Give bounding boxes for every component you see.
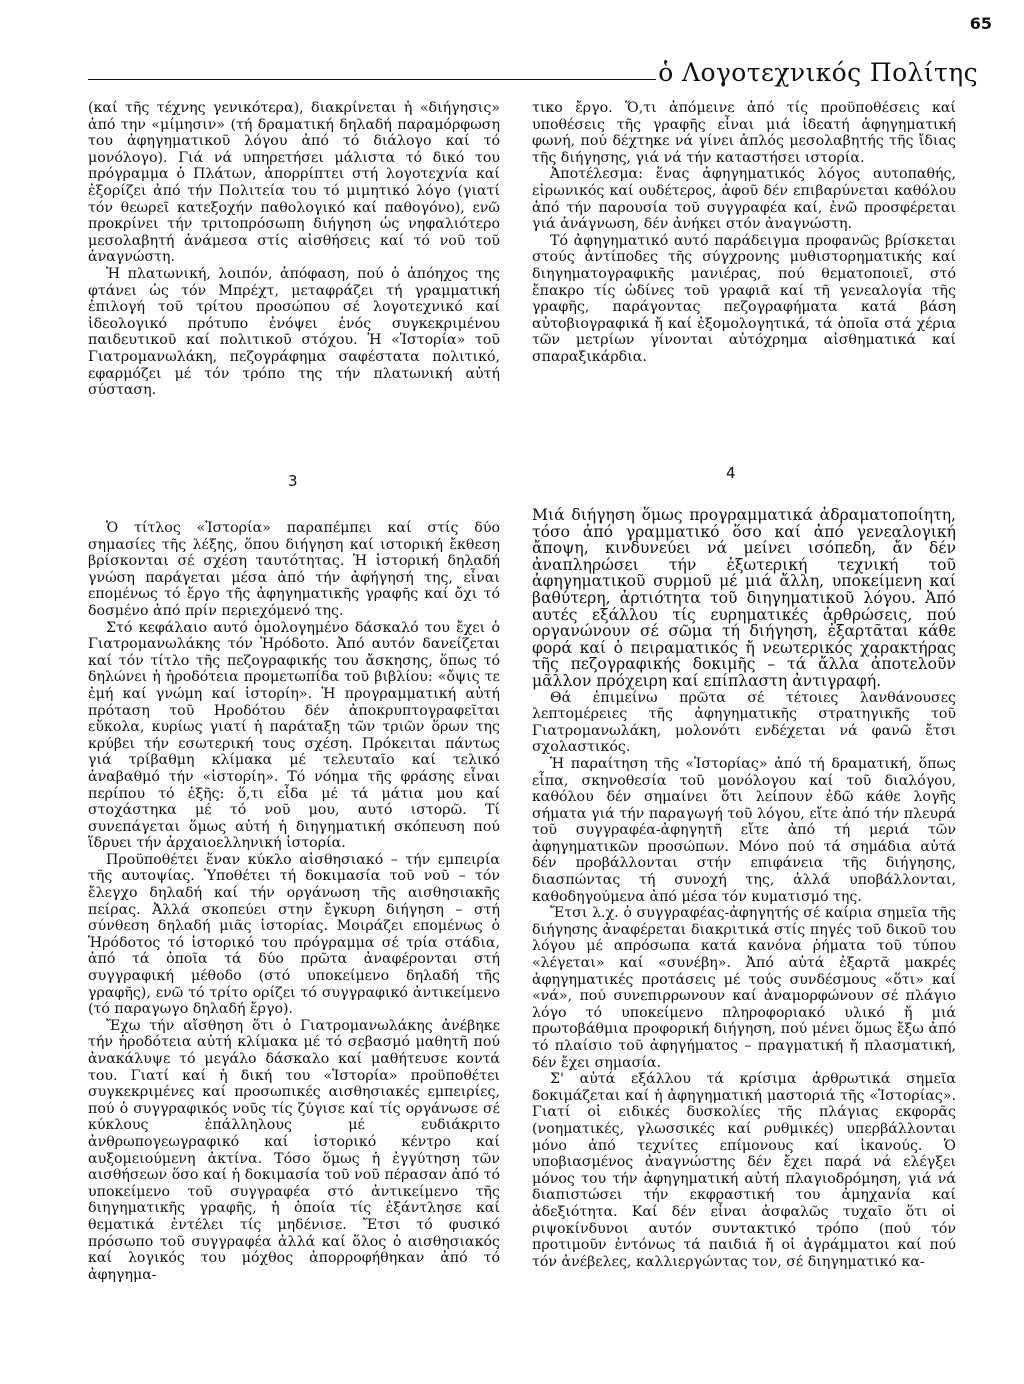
page-number: 65 xyxy=(969,14,992,33)
running-title: ὁ Λογοτεχνικός Πολίτης xyxy=(658,58,978,87)
paragraph: Μιά διήγηση ὅμως προγραμματικά ἀδραματοποίητη, τόσο ἀπό γραμματικό ὅσο καί ἀπό γενεαλογική ἄποψη, κινδυνεύει νά μείνει ισόπεδη, ἄν δέν ἀναπληρώσει τήν ἐξωτερική τεχνική τοῦ ἀφηγηματικοῦ συρμοῦ μέ μιά ἄλλη, υποκείμενη καί βαθύτερη, ἀρτιότητα τοῦ διηγηματικοῦ λόγου. Ἀπό αυτές εξάλλου τίς ευρηματικές ἀρθρώσεις, πού οργανώνουν σέ σῶμα τή διήγηση, ἐξαρτᾶται κάθε φορά καί ὁ πειραματικός ἤ νεωτερικός χαρακτήρας τῆς πεζογραφικής δοκιμῆς – τά ἄλλα ἀποτελοῦν μᾶλλον πρόχειρη καί επίπλαστη ἀντιγραφή. xyxy=(532,506,956,690)
paragraph: Ἔχω τήν αἴσθηση ὅτι ὁ Γιατρομανωλάκης ἀνέβηκε τήν ἡροδότεια αὐτή κλίμακα μέ τό σεβασμό μαθητῆ πού ἀνακάλυψε τό μεγάλο δάσκαλο καί μαθήτευσε κοντά του. Γιατί καί ἡ δική του «Ἱστορία» προϋποθέτει συγκεκριμένες καί προσωπικές αισθησιακές εμπειρίες, πού ὁ συγγραφικός νοῦς τίς ζύγισε καί τίς οργάνωσε σέ κύκλους ἐπάλληλους μέ ευδιάκριτο ἀνθρωπογεωγραφικό καί ἱστορικό κέντρο καί αυξομειούμενη ἀκτίνα. Τόσο ὅμως ἡ ἐγγύτηση τῶν αισθήσεων ὅσο καί ἡ δοκιμασία τοῦ νοῦ πέρασαν ἀπό τό υποκείμενο τοῦ συγγραφέα στό ἀντικείμενο τῆς διηγηματικῆς γραφῆς, ἡ ὁποία τίς ἐξάντλησε καί θεματικά ἐντέλει τίς μηδένισε. Ἔτσι τό φυσικό πρόσωπο τοῦ συγγραφέα ἀλλά καί ὅλος ὁ αισθησιακός καί λογικός του μόχθος ἀπορροφήθηκαν ἀπό τό ἀφηγημα- xyxy=(88,1017,500,1283)
paragraph: Θά ἐπιμείνω πρῶτα σέ τέτοιες λανθάνουσες λεπτομέρειες τῆς ἀφηγηματικῆς στρατηγικῆς τοῦ Γιατρομανωλάκη, μολονότι ενδέχεται νά φανῶ ἔτσι σχολαστικός. xyxy=(532,689,956,756)
section-number-4: 4 xyxy=(726,464,736,482)
section-number-3: 3 xyxy=(288,472,298,490)
paragraph: Ἔτσι λ.χ. ὁ συγγραφέας-ἀφηγητής σέ καίρια σημεῖα τῆς διήγησης ἀναφέρεται διακριτικά στίς πηγές τοῦ δικοῦ του λόγου μέ απρόσωπα κατά κανόνα ῥήματα τοῦ τύπου «λέγεται» καί «συνέβη». Ἀπό αὐτά ἐξαρτᾶ μακρές ἀφηγηματικές προτάσεις μέ τούς συνδέσμους «ὅτι» καί «νά», πού συνεπιρρωνουν καί ἀναμορφώνουν σέ πλάγιο λόγο τό υποκείμενο πληροφοριακό υλικό ἤ μιά πρωτοβάθμια προφορική διήγηση, πού μένει ὅμως ἔξω ἀπό τό πλαίσιο τοῦ ἀφηγήματος – πραγματική ἤ πλασματική, δέν ἔχει σημασία. xyxy=(532,905,956,1071)
paragraph: Τό ἀφηγηματικό αυτό παράδειγμα προφανῶς βρίσκεται στούς ἀντίποδες τῆς σύγχρονης μυθιστορηματικής καί διηγηματογραφικῆς μανιέρας, πού θεματοποιεῖ, στό ἔπακρο τίς ὠδίνες τοῦ γραφιᾶ καί τῆ γενεαλογία τῆς γραφῆς, παράγοντας πεζογραφήματα κατά βάση αὐτοβιογραφικά ἤ καί ἐξομολογητικά, τά ὁποῖα στά χέρια τῶν μετρίων γίνονται αὐτόχρημα αἰσθηματικά καί σπαραξικάρδια. xyxy=(532,232,956,365)
header-rule xyxy=(88,79,656,80)
paragraph: Στό κεφάλαιο αυτό ὁμολογημένο δάσκαλό του ἔχει ὁ Γιατρομανωλάκης τόν Ἡρόδοτο. Ἀπό αυτόν δανείζεται καί τόν τίτλο τῆς πεζογραφικής του ἄσκησης, ὅπως τό δηλώνει ἡ ἡροδότεια προμετωπίδα τοῦ βιβλίου: «ὄψις τε ἐμή καί γνώμη καί ἱστορίη». Ἡ προγραμματική αὐτή πρόταση τοῦ Ηροδότου δέν ἀποκρυπτογραφεῖται εὔκολα, κυρίως γιατί ἡ παράταξη τῶν τριῶν ὅρων της κρύβει τήν εσωτερική τους σχέση. Πρόκειται πάντως γιά τρίβαθμη κλίμακα μέ τελευταῖο καί τελικό ἀναβαθμό τήν «ἱστορίη». Τό νόημα τῆς φράσης εἶναι περίπου τό ἐξῆς: ὅ,τι εἶδα μέ τά μάτια μου καί στοχάστηκα μέ τό νοῦ μου, αυτό ιστορῶ. Τί συνεπάγεται ὅμως αὐτή ἡ διηγηματική σκόπευση πού ἵδρυει τήν ἀρχαιοελληνική ἱστορία. xyxy=(88,619,500,852)
paragraph: τικο ἔργο. Ὅ,τι ἀπόμεινε ἀπό τίς προϋποθέσεις καί υποθέσεις τῆς γραφῆς εἶναι μιά ἰδεατή ἀφηγηματική φωνή, πού δέχτηκε νά γίνει ἁπλός μεσολαβητής τῆς ἴδιας τῆς διήγησης, γιά νά τήν καταστήσει ιστορία. xyxy=(532,100,956,166)
paragraph: Σ' αὐτά εξάλλου τά κρίσιμα ἀρθρωτικά σημεῖα δοκιμάζεται καί ἡ ἀφηγηματική μαστοριά τῆς «Ἱστορίας». Γιατί οἱ ειδικές δυσκολίες τῆς πλάγιας εκφορᾶς (νοηματικές, γλωσσικές καί ρυθμικές) υπερβάλλονται μόνο ἀπό τεχνίτες επίμονους καί ἱκανούς. Ὁ υποβιασμένος ἀναγνώστης δέν ἔχει παρά νά ελέγξει μόνος του τήν ἀφηγηματική αὐτή πλαγιοδρόμηση, γιά νά διαπιστώσει τήν εκφραστική του ἀμηχανία καί ἀδεξιότητα. Καί δέν εἶναι ἀσφαλῶς τυχαῖο ὅτι οἱ ριψοκίνδυνοι αυτόν συντακτικό τρόπο (πού τόν προτιμοῦν ἐντόνως τά παιδιά ἤ οἱ ἀγράμματοι καί πού τόν ἀνέβελες, καλλιεργώντας τον, σέ διηγηματικό κα- xyxy=(532,1071,956,1270)
paragraph: Ἀποτέλεσμα: ἕνας ἀφηγηματικός λόγος αυτοπαθής, εἰρωνικός καί ουδέτερος, ἀφοῦ δέν επιβαρύνεται καθόλου ἀπό τήν παρουσία τοῦ συγγραφέα καί, ἐνῶ προσφέρεται γιά ἀνάγνωση, δέν ἀνήκει στόν ἀναγνώστη. xyxy=(532,166,956,233)
column-bottom-left xyxy=(88,520,500,1283)
paragraph: (καί τῆς τέχνης γενικότερα), διακρίνεται ἡ «διήγησις» ἀπό την «μίμησιν» (τή δραματική δηλαδή παραμόρφωση του ἀφηγηματικοῦ λόγου ἀπό τό διάλογο καί τό μονόλογο). Γιά νά υπηρετήσει μάλιστα τό δικό του πρόγραμμα ὁ Πλάτων, ἀπορρίπτει στή λογοτεχνία καί ἐξορίζει ἀπό τήν Πολιτεία του τό μιμητικό λόγο (γιατί τόν θεωρεῖ κατεξοχήν παθολογικό καί παθογόνο), ενῶ προκρίνει τήν τριτοπρόσωπη διήγηση ὡς νηφαλιότερο μεσολαβητή ἀνάμεσα στίς αἰσθήσεις καί τό νοῦ τοῦ ἀναγνώστη. xyxy=(88,100,500,266)
paragraph: Προϋποθέτει ἕναν κύκλο αἰσθησιακό – τήν εμπειρία τῆς αυτοψίας. Ὑποθέτει τή δοκιμασία τοῦ νοῦ – τόν ἔλεγχο δηλαδή καί τήν οργάνωση τῆς αισθησιακῆς πείρας. Ἀλλά σκοπεύει στην ἔγκυρη διήγηση – στή σύνθεση δηλαδή μιᾶς ἱστορίας. Μοιράζει επομένως ὁ Ἡρόδοτος τό ἱστορικό του πρόγραμμα σέ τρία στάδια, ἀπό τά ὁποῖα τά δύο πρῶτα ἀναφέρονται στή συγγραφική μέθοδο (στό υποκείμενο δηλαδή τῆς γραφῆς), ενῶ τό τρίτο ορίζει τό συγγραφικό ἀντικείμενο (τό παραγωγο δηλαδή ἔργο). xyxy=(88,851,500,1018)
column-top-right xyxy=(532,100,956,366)
paragraph: Ὁ τίτλος «Ἱστορία» παραπέμπει καί στίς δύο σημασίες τῆς λέξης, ὅπου διήγηση καί ιστορική ἔκθεση βρίσκονται σέ σχέση ταυτότητας. Ἡ ἱστορική δηλαδή γνώση παράγεται μέσα ἀπό τήν ἀφήγησή της, εἶναι επομένως τό ἔργο τῆς ἀφηγηματικῆς γραφῆς καί ὄχι τό δοσμένο ἀπό πρίν περιεχόμενό της. xyxy=(88,520,500,619)
paragraph: Ἡ παραίτηση τῆς «Ἱστορίας» ἀπό τή δραματική, ὅπως εἶπα, σκηνοθεσία τοῦ μονόλογου καί τοῦ διαλόγου, καθόλου δέν σημαίνει ὅτι λείπουν ἐδῶ κάθε λογῆς σήματα γιά τήν παραγωγή τοῦ λόγου, εἴτε ἀπό τήν πλευρά τοῦ συγγραφέα-ἀφηγητῆ εἴτε ἀπό τή μεριά τῶν ἀφηγηματικῶν προσώπων. Μόνο πού τά σημάδια αὐτά δέν προβάλλονται στήν επιφάνεια τῆς διήγησης, διασπώντας τή συνοχή της, ἀλλά υποβάλλονται, καθοδηγούμενα ἀπό μέσα τόν κυματισμό της. xyxy=(532,755,956,905)
column-bottom-right xyxy=(532,507,956,1270)
paragraph: Ἡ πλατωνική, λοιπόν, ἀπόφαση, πού ὁ ἀπόηχος της φτάνει ὡς τόν Μπρέχτ, μεταφράζει τή γραμματική ἐπιλογή τοῦ τρίτου προσώπου σέ λογοτεχνικό καί ἰδεολογικό πρότυπο ἐνόψει ἑνός συγκεκριμένου παιδευτικοῦ καί πολιτικοῦ στόχου. Ἡ «Ἱστορία» τοῦ Γιατρομανωλάκη, πεζογράφημα σαφέστατα πολιτικό, εφαρμόζει μέ τόν τρόπο της τήν πλατωνική αὐτή σύσταση. xyxy=(88,265,500,399)
column-top-left xyxy=(88,100,500,399)
